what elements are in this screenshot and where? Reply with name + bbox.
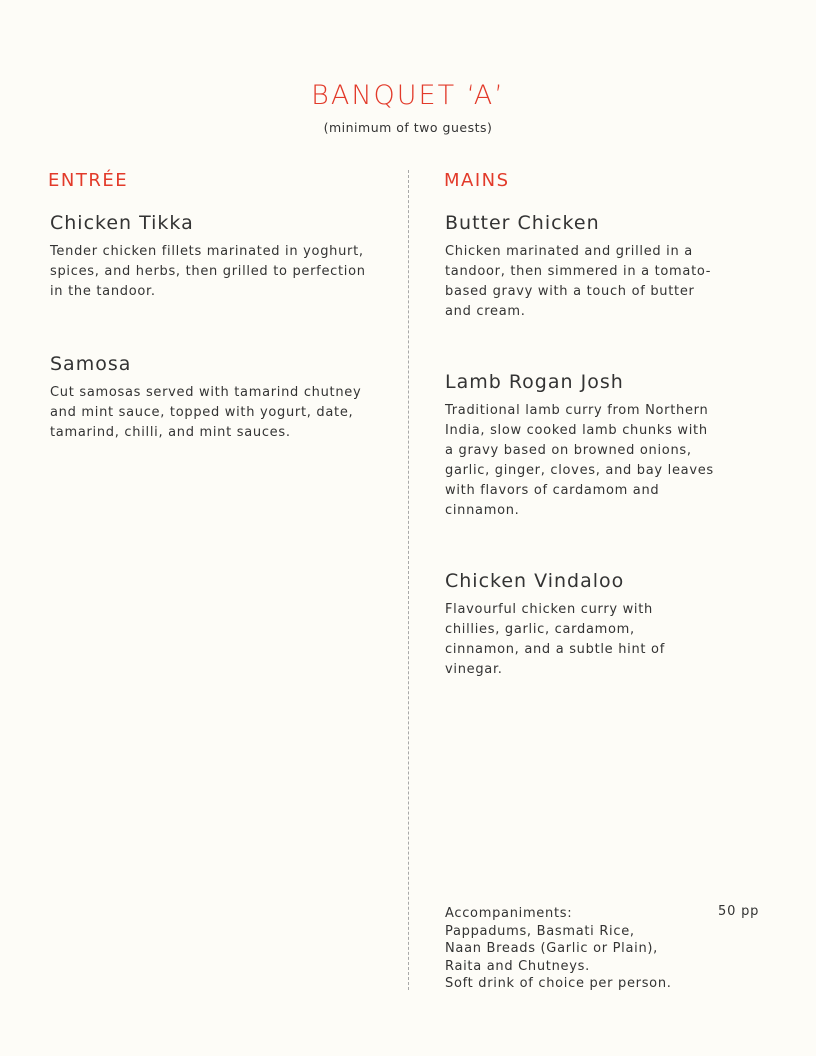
column-divider [408,170,409,990]
accompaniments-line: Raita and Chutneys. [445,958,590,974]
accompaniments-heading: Accompaniments: [445,906,573,921]
banquet-price: 50 pp [718,904,760,919]
entree-item-description: Cut samosas served with tamarind chutney and mint sauce, topped with yogurt, date, tamarind, chilli, and mint sauces. [50,385,362,440]
entree-heading: ENTRÉE [48,170,129,191]
mains-item-name: Butter Chicken [445,212,600,234]
entree-item [50,212,370,302]
mains-item [445,212,720,322]
mains-item-name: Chicken Vindaloo [445,570,625,592]
mains-item [445,371,720,521]
accompaniments-line: Naan Breads (Garlic or Plain), [445,941,658,956]
accompaniments-line: Soft drink of choice per person. [445,976,672,991]
accompaniments-line: Pappadums, Basmati Rice, [445,923,635,939]
entree-item-name: Samosa [50,353,132,375]
mains-item-description: Traditional lamb curry from Northern India, slow cooked lamb chunks with a gravy based on browned onions, garlic, ginger, cloves, and bay leaves with flavors of cardamom and cinnamon. [445,403,714,518]
entree-item-description: Tender chicken fillets marinated in yoghurt, spices, and herbs, then grilled to perfection in the tandoor. [50,244,366,299]
mains-item-description: Flavourful chicken curry with chillies, garlic, cardamom, cinnamon, and a subtle hint of vinegar. [445,602,665,677]
mains-item-name: Lamb Rogan Josh [445,371,624,393]
entree-item-name: Chicken Tikka [50,212,194,234]
entree-item [50,353,370,443]
menu-title: BANQUET ‘A’ [311,80,505,111]
mains-item [445,570,685,680]
mains-heading: MAINS [444,170,510,191]
mains-item-description: Chicken marinated and grilled in a tandoor, then simmered in a tomato-based gravy with a touch of butter and cream. [445,244,712,319]
accompaniments-block [445,905,672,993]
menu-subtitle: (minimum of two guests) [323,120,493,135]
